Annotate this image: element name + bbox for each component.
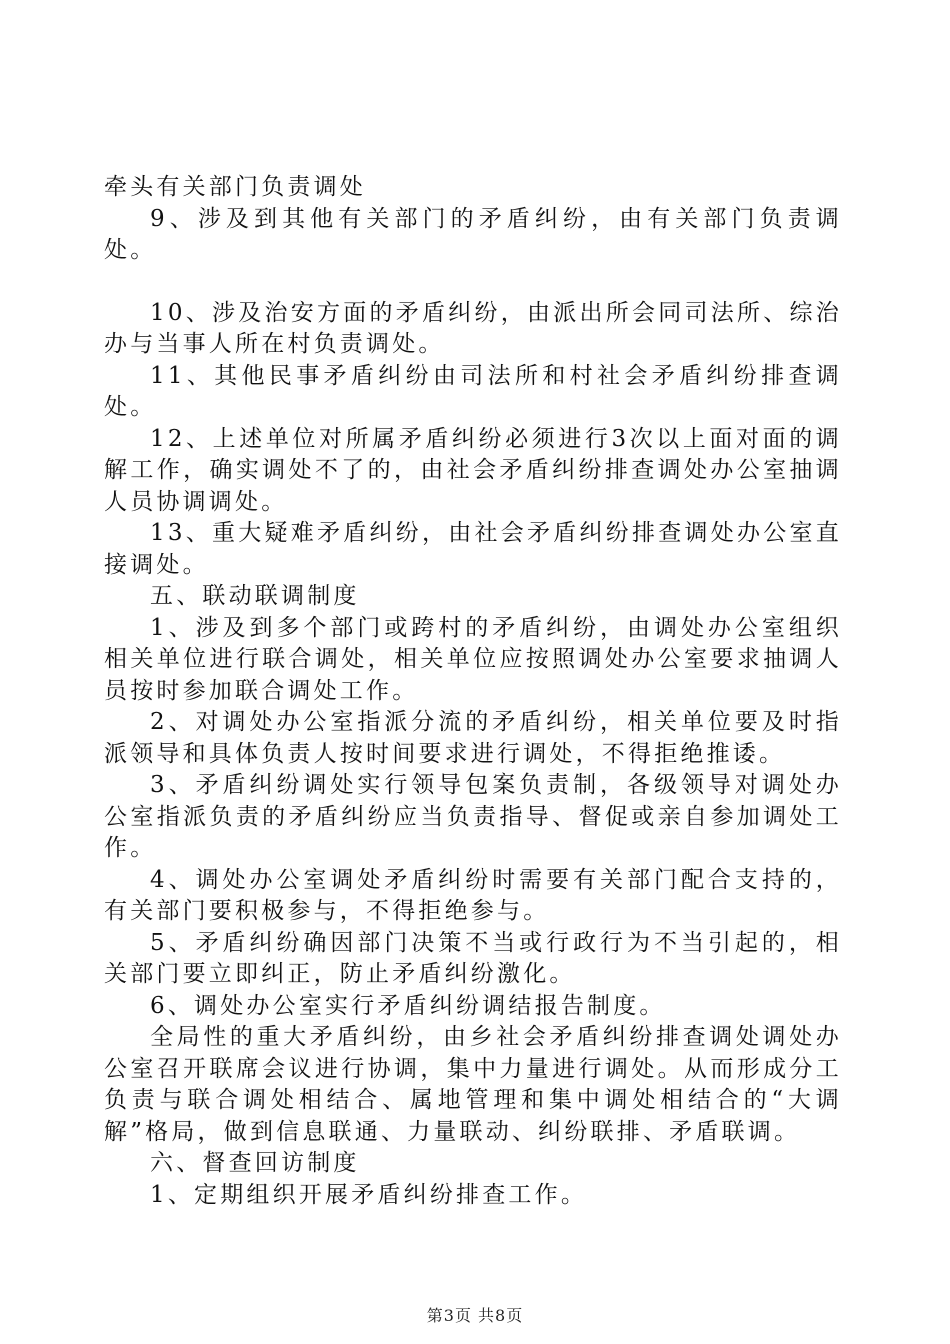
page-footer: 第3页 共8页 [426,1306,524,1325]
paragraph-continuation: 牵头有关部门负责调处 [104,174,366,200]
paragraph-s6-item-1: 1、定期组织开展矛盾纠纷排查工作。 [150,1181,588,1208]
paragraph-s5-item-3: 3、矛盾纠纷调处实行领导包案负责制，各级领导对调处办公室指派负责的矛盾纠纷应当负责指导、督促或亲自参加调处工作。 [104,772,842,861]
paragraph-summary: 全局性的重大矛盾纠纷，由乡社会矛盾纠纷排查调处调处办公室召开联席会议进行协调，集中力量进行调处。从而形成分工负责与联合调处相结合、属地管理和集中调处相结合的“大调解”格局，做到信息联通、力量联动、纠纷联排、矛盾联调。 [104,1024,842,1145]
body-text [104,172,842,1211]
section-heading-5: 五、联动联调制度 [150,583,360,609]
paragraph-item-9: 9、涉及到其他有关部门的矛盾纠纷，由有关部门负责调处。 [104,205,842,263]
paragraph-item-13: 13、重大疑难矛盾纠纷，由社会矛盾纠纷排查调处办公室直接调处。 [104,520,842,578]
paragraph-s5-item-5: 5、矛盾纠纷确因部门决策不当或行政行为不当引起的，相关部门要立即纠正，防止矛盾纠纷激化。 [104,929,842,987]
paragraph-s5-item-6: 6、调处办公室实行矛盾纠纷调结报告制度。 [150,992,666,1019]
paragraph-item-12: 12、上述单位对所属矛盾纠纷必须进行3次以上面对面的调解工作，确实调处不了的，由社会矛盾纠纷排查调处办公室抽调人员协调调处。 [104,425,842,515]
paragraph-s5-item-2: 2、对调处办公室指派分流的矛盾纠纷，相关单位要及时指派领导和具体负责人按时间要求进行调处，不得拒绝推诿。 [104,709,842,767]
section-heading-6: 六、督查回访制度 [150,1150,360,1176]
paragraph-s5-item-4: 4、调处办公室调处矛盾纠纷时需要有关部门配合支持的，有关部门要积极参与，不得拒绝参与。 [104,866,842,924]
paragraph-s5-item-1: 1、涉及到多个部门或跨村的矛盾纠纷，由调处办公室组织相关单位进行联合调处，相关单位应按照调处办公室要求抽调人员按时参加联合调处工作。 [104,614,842,704]
paragraph-item-11: 11、其他民事矛盾纠纷由司法所和村社会矛盾纠纷排查调处。 [104,362,842,420]
paragraph-item-10: 10、涉及治安方面的矛盾纠纷，由派出所会同司法所、综治办与当事人所在村负责调处。 [104,299,842,357]
